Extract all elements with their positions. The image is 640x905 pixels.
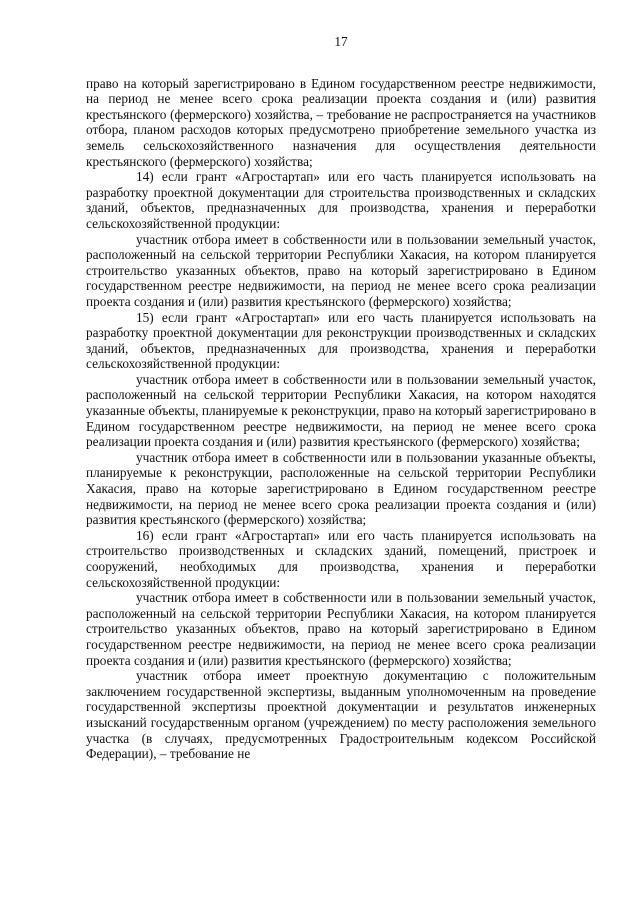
paragraph: участник отбора имеет в собственности или в пользовании земельный участок, расположенный на сельской территории Республики Хакасия, на котором находятся указанные объекты, планируемые к реконструкции, право на который зарегистрировано в Едином государственном реестре недвижимости, на период не менее всего срока реализации проекта создания и (или) развития крестьянского (фермерского) хозяйства; — [86, 371, 596, 450]
paragraph: участник отбора имеет проектную документацию с положительным заключением государственной экспертизы, выданным уполномоченным на проведение государственной экспертизы проектной документации и результатов инженерных изысканий государственным органом (учреждением) по месту расположения земельного участка (в случаях, предусмотренных Градостроительным кодексом Российской Федерации), – требование не — [86, 668, 596, 762]
paragraph: участник отбора имеет в собственности или в пользовании земельный участок, расположенный на сельской территории Республики Хакасия, на котором планируется строительство указанных объектов, право на который зарегистрировано в Едином государственном реестре недвижимости, на период не менее всего срока реализации проекта создания и (или) развития крестьянского (фермерского) хозяйства; — [86, 590, 596, 668]
paragraph: 14) если грант «Агростартап» или его часть планируется использовать на разработку проектной документации для строительства производственных и складских зданий, объектов, предназначенных для производства, хранения и переработки сельскохозяйственной продукции: — [86, 169, 596, 231]
paragraph: право на который зарегистрировано в Едином государственном реестре недвижимости, на период не менее всего срока реализации проекта создания и (или) развития крестьянского (фермерского) хозяйства, – требование не распространяется на участников отбора, планом расходов которых предусмотрено приобретение земельного участка из земель сельскохозяйственного назначения для осуществления деятельности крестьянского (фермерского) хозяйства; — [86, 75, 596, 169]
page-number: 17 — [334, 34, 348, 49]
paragraph: 15) если грант «Агростартап» или его часть планируется использовать на разработку проектной документации для реконструкции производственных и складских зданий, объектов, предназначенных для производства, хранения и переработки сельскохозяйственной продукции: — [86, 309, 596, 372]
paragraph: участник отбора имеет в собственности или в пользовании земельный участок, расположенный на сельской территории Республики Хакасия, на котором планируется строительство указанных объектов, право на который зарегистрировано в Едином государственном реестре недвижимости, на период не менее всего срока реализации проекта создания и (или) развития крестьянского (фермерского) хозяйства; — [86, 231, 596, 309]
paragraph: участник отбора имеет в собственности или в пользовании указанные объекты, планируемые к реконструкции, расположенные на сельской территории Республики Хакасия, право на которые зарегистрировано в Едином государственном реестре недвижимости, на период не менее всего срока реализации проекта создания и (или) развития крестьянского (фермерского) хозяйства; — [86, 449, 596, 528]
paragraph: 16) если грант «Агростартап» или его часть планируется использовать на строительство производственных и складских зданий, помещений, пристроек и сооружений, необходимых для производства, хранения и переработки сельскохозяйственной продукции: — [86, 527, 596, 590]
